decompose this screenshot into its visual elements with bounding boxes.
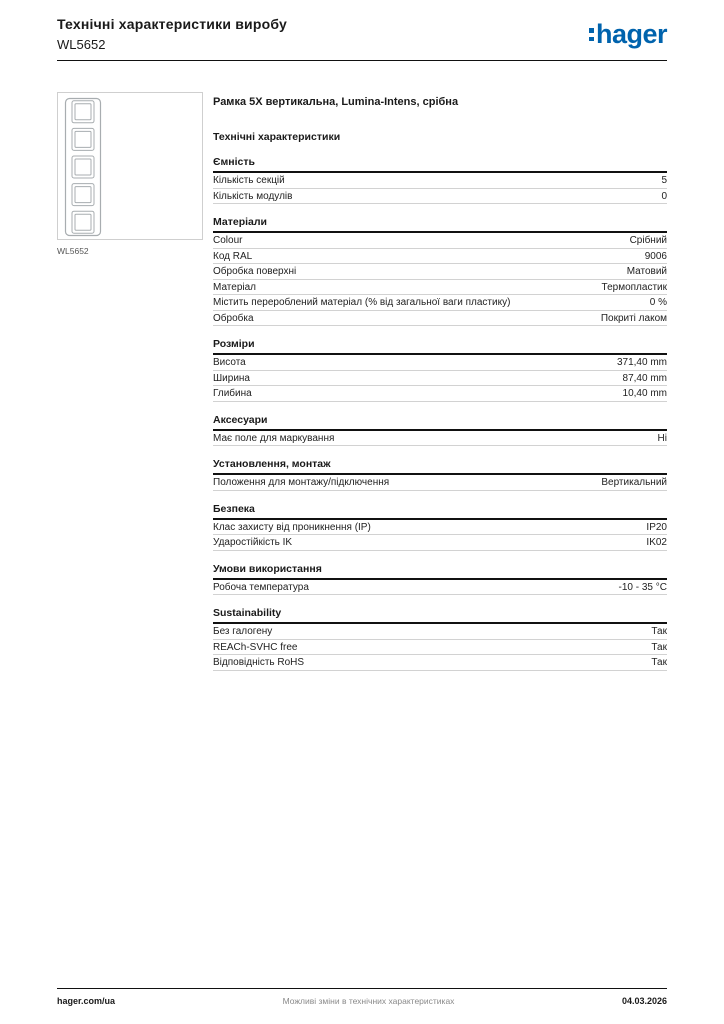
spec-section-title: Матеріали xyxy=(213,216,667,233)
spec-row xyxy=(213,386,667,402)
spec-label: Містить перероблений матеріал (% від загальної ваги пластику) xyxy=(213,297,511,308)
spec-row xyxy=(213,311,667,327)
hager-logo-colon-icon xyxy=(589,28,594,48)
spec-value: 371,40 mm xyxy=(616,357,667,368)
spec-label: Положення для монтажу/підключення xyxy=(213,477,390,488)
spec-value: 5 xyxy=(661,175,667,186)
spec-row xyxy=(213,355,667,371)
hager-logo-text: hager xyxy=(595,19,667,49)
spec-section-rows xyxy=(213,580,667,596)
spec-section xyxy=(213,414,667,447)
document-footer xyxy=(57,996,667,1006)
footer-website-link[interactable]: hager.com/ua xyxy=(57,996,116,1006)
spec-row xyxy=(213,535,667,551)
spec-value: 10,40 mm xyxy=(622,388,667,399)
spec-value: Ні xyxy=(657,432,667,444)
spec-value: Термопластик xyxy=(601,281,667,293)
spec-section-rows xyxy=(213,431,667,447)
spec-label: Ширина xyxy=(213,372,250,384)
spec-row xyxy=(213,371,667,387)
spec-value: Так xyxy=(651,641,667,653)
spec-section-title: Безпека xyxy=(213,503,667,520)
spec-row xyxy=(213,233,667,249)
spec-section-title: Умови використання xyxy=(213,563,667,580)
spec-row xyxy=(213,580,667,596)
spec-value: IP20 xyxy=(646,521,667,533)
spec-label: Обробка поверхні xyxy=(213,266,297,277)
spec-section-rows xyxy=(213,475,667,491)
spec-label: Обробка xyxy=(213,312,254,324)
document-subtitle: WL5652 xyxy=(57,37,106,52)
spec-section xyxy=(213,156,667,204)
product-image xyxy=(57,92,203,240)
document-header xyxy=(57,16,667,62)
spec-value: Так xyxy=(651,657,667,668)
spec-value: Покриті лаком xyxy=(600,312,667,324)
spec-value: Так xyxy=(651,626,667,637)
spec-label: Має поле для маркування xyxy=(213,432,335,444)
spec-section-title: Ємність xyxy=(213,156,667,173)
spec-value: -10 - 35 °C xyxy=(618,581,667,593)
spec-label: Робоча температура xyxy=(213,581,309,593)
spec-value: 87,40 mm xyxy=(622,372,667,384)
spec-row xyxy=(213,249,667,265)
spec-heading: Технічні характеристики xyxy=(213,131,341,143)
spec-label: Клас захисту від проникнення (IP) xyxy=(213,521,371,533)
spec-row xyxy=(213,173,667,189)
spec-section-rows xyxy=(213,173,667,204)
spec-label: Код RAL xyxy=(213,250,253,262)
spec-label: REACh-SVHC free xyxy=(213,641,298,653)
footer-date: 04.03.2026 xyxy=(621,996,667,1006)
spec-value: Матовий xyxy=(626,266,667,277)
spec-label: Відповідність RoHS xyxy=(213,657,305,668)
spec-row xyxy=(213,655,667,671)
spec-label: Висота xyxy=(213,357,246,368)
spec-value: Срібний xyxy=(629,235,667,246)
spec-section xyxy=(213,458,667,491)
footer-divider xyxy=(57,988,667,989)
spec-value: IK02 xyxy=(646,537,667,548)
spec-row xyxy=(213,624,667,640)
spec-section xyxy=(213,503,667,551)
spec-section xyxy=(213,216,667,326)
spec-row xyxy=(213,295,667,311)
spec-row xyxy=(213,475,667,491)
spec-row xyxy=(213,640,667,656)
spec-label: Без галогену xyxy=(213,626,273,637)
footer-revision-note: Можливі зміни в технічних характеристиках xyxy=(282,996,455,1006)
spec-section-rows xyxy=(213,355,667,402)
spec-label: Кількість модулів xyxy=(213,190,293,202)
spec-label: Colour xyxy=(213,235,243,246)
spec-section-rows xyxy=(213,233,667,326)
spec-label: Глибина xyxy=(213,388,252,399)
spec-label: Кількість секцій xyxy=(213,175,285,186)
spec-section xyxy=(213,563,667,596)
spec-row xyxy=(213,431,667,447)
spec-label: Ударостійкість IK xyxy=(213,537,293,548)
spec-row xyxy=(213,264,667,280)
spec-value: Вертикальний xyxy=(601,477,667,488)
product-image-caption: WL5652 xyxy=(57,246,89,256)
spec-row xyxy=(213,189,667,205)
spec-section-title: Аксесуари xyxy=(213,414,667,431)
spec-section-title: Sustainability xyxy=(213,607,667,624)
spec-section-title: Установлення, монтаж xyxy=(213,458,667,475)
product-name: Рамка 5X вертикальна, Lumina-Intens, срібна xyxy=(213,96,459,108)
spec-value: 9006 xyxy=(644,250,667,262)
spec-sections xyxy=(213,156,667,671)
spec-value: 0 % xyxy=(649,297,667,308)
hager-logo xyxy=(589,21,667,48)
spec-value: 0 xyxy=(661,190,667,202)
document-title: Технічні характеристики виробу xyxy=(57,16,287,32)
spec-row xyxy=(213,520,667,536)
spec-section xyxy=(213,607,667,671)
header-divider xyxy=(57,60,667,61)
spec-section-title: Розміри xyxy=(213,338,667,355)
spec-label: Матеріал xyxy=(213,281,256,293)
spec-row xyxy=(213,280,667,296)
spec-section xyxy=(213,338,667,402)
spec-section-rows xyxy=(213,624,667,671)
spec-section-rows xyxy=(213,520,667,551)
vertical-frame-drawing-icon xyxy=(64,97,104,237)
spec-column xyxy=(213,90,667,671)
